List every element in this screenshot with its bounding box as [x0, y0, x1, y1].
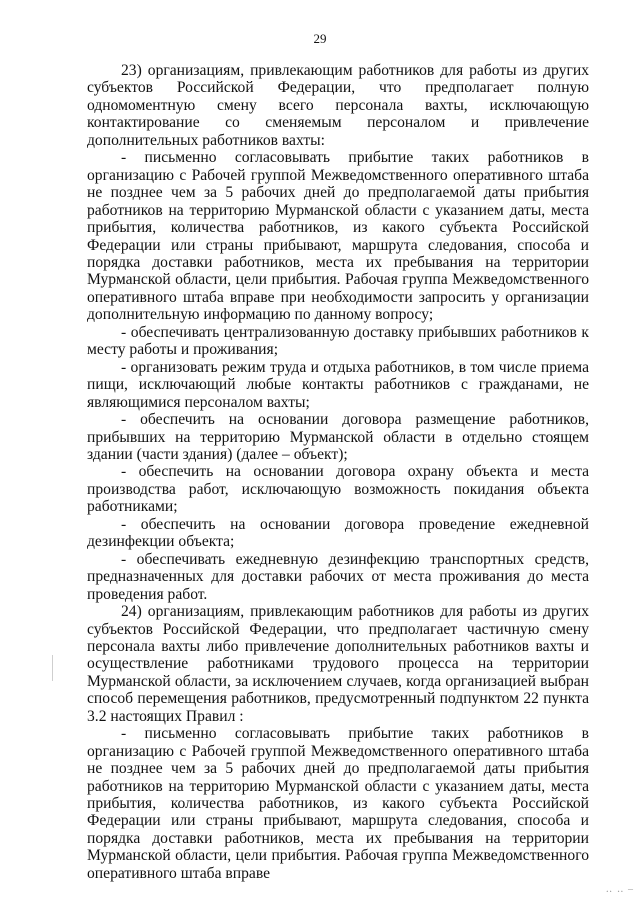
paragraph-item-24: 24) организациям, привлекающим работников для работы из других субъектов Российской Федерации, что предполагает частичную смену персонала вахты либо привлечение дополнительных работников вахты и осуществление работниками трудового процесса на территории Мурманской области, за исключением случаев, когда организацией выбран способ перемещения работников, предусмотренный подпунктом 22 пункта 3.2 настоящих Правил : — [87, 603, 589, 725]
paragraph-work-rest-regime: - организовать режим труда и отдыха работников, в том числе приема пищи, исключающий любые контакты работников с гражданами, не являющимися персоналом вахты; — [87, 358, 589, 411]
paragraph-approval-arrival: - письменно согласовывать прибытие таких работников в организацию с Рабочей группой Межведомственного оперативного штаба не позднее чем за 5 рабочих дней до предполагаемой даты прибытия работников на территорию Мурманской области с указанием даты, места прибытия, количества работников, из какого субъекта Российской Федерации или страны прибывают, маршрута следования, способа и порядка доставки работников, места их пребывания на территории Мурманской области, цели прибытия. Рабочая группа Межведомственного оперативного штаба вправе при необходимости запросить у организации дополнительную информацию по данному вопросу; — [87, 149, 589, 324]
scan-corner-artifact: ‥ ‥ – — [605, 884, 634, 895]
paragraph-approval-arrival-partial: - письменно согласовывать прибытие таких работников в организацию с Рабочей группой Межведомственного оперативного штаба не позднее чем за 5 рабочих дней до предполагаемой даты прибытия работников на территорию Мурманской области с указанием даты, места прибытия, количества работников, из какого субъекта Российской Федерации или страны прибывают, маршрута следования, способа и порядка доставки работников, места их пребывания на территории Мурманской области, цели прибытия. Рабочая группа Межведомственного оперативного штаба вправе — [87, 725, 589, 882]
paragraph-item-23: 23) организациям, привлекающим работников для работы из других субъектов Российской Федерации, что предполагает полную одномоментную смену всего персонала вахты, исключающую контактирование со сменяемым персоналом и привлечение дополнительных работников вахты: — [87, 62, 589, 149]
document-body — [87, 62, 589, 882]
paragraph-accommodation: - обеспечить на основании договора размещение работников, прибывших на территорию Мурманской области в отдельно стоящем здании (части здания) (далее – объект); — [87, 411, 589, 463]
page-number: 29 — [313, 31, 327, 46]
paragraph-transport-disinfection: - обеспечивать ежедневную дезинфекцию транспортных средств, предназначенных для доставки рабочих от места проживания до места проведения работ. — [87, 550, 589, 603]
paragraph-security: - обеспечить на основании договора охрану объекта и места производства работ, исключающую возможность покидания объекта работниками; — [87, 463, 589, 516]
scan-artifact — [52, 655, 53, 681]
paragraph-centralized-delivery: - обеспечивать централизованную доставку прибывших работников к месту работы и проживания; — [87, 323, 589, 359]
paragraph-object-disinfection: - обеспечить на основании договора проведение ежедневной дезинфекции объекта; — [87, 515, 589, 551]
